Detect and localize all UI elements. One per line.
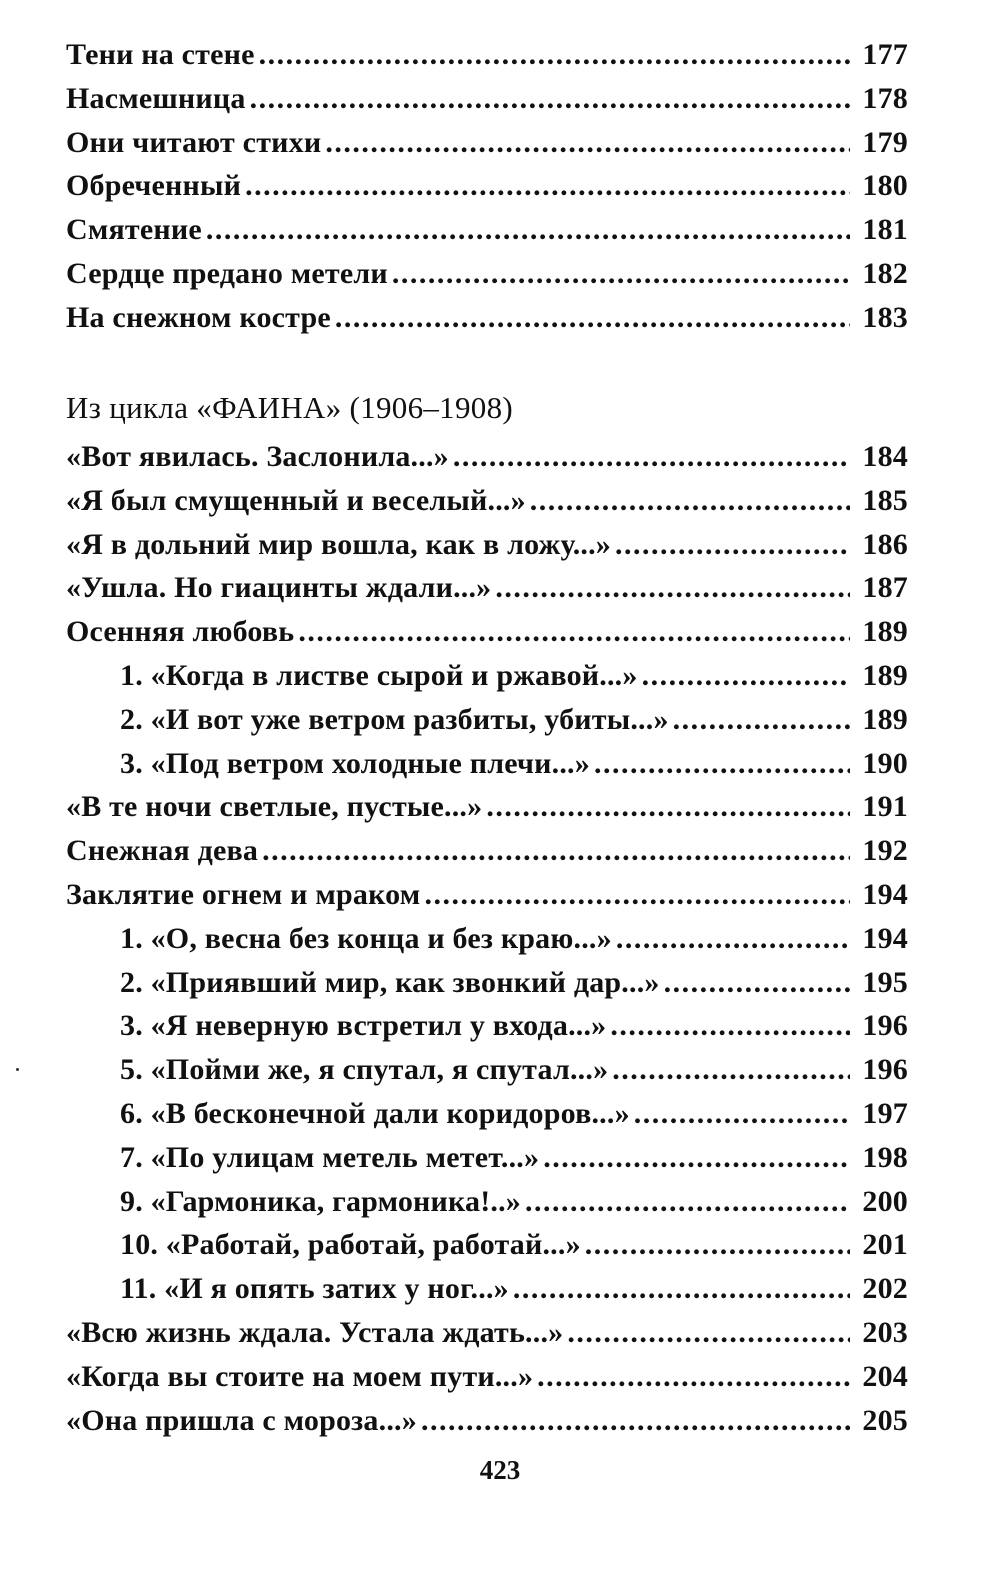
toc-dot-leader [525, 1185, 850, 1219]
toc-entry-title: 7. «По улицам метель метет...» [120, 1140, 540, 1174]
toc-entry-title: «Всю жизнь ждала. Устала ждать...» [66, 1315, 564, 1349]
toc-dot-leader [325, 126, 850, 160]
toc-entry [66, 1185, 908, 1229]
toc-dot-leader [486, 790, 850, 824]
toc-entry [66, 126, 908, 170]
toc-list-faina [66, 440, 908, 1447]
toc-entry-title: 11. «И я опять затих у ног...» [120, 1272, 509, 1306]
toc-entry-page: 198 [862, 1140, 908, 1174]
toc-dot-leader [335, 301, 850, 335]
toc-entry-page: 179 [862, 125, 908, 159]
toc-entry-title: 9. «Гармоника, гармоника!..» [120, 1184, 522, 1218]
toc-entry-title: Осенняя любовь [66, 615, 295, 649]
toc-dot-leader [250, 82, 850, 116]
toc-entry [66, 1053, 908, 1097]
toc-entry [66, 615, 908, 659]
toc-entry-page: 183 [862, 300, 908, 334]
toc-entry-title: На снежном костре [66, 300, 331, 334]
toc-entry-title: «Она пришла с мороза...» [66, 1403, 417, 1437]
toc-entry [66, 571, 908, 615]
toc-entry-page: 187 [862, 571, 908, 605]
toc-entry-page: 181 [862, 213, 908, 247]
toc-dot-leader [495, 571, 850, 605]
toc-dot-leader [392, 257, 850, 291]
toc-dot-leader [453, 440, 850, 474]
toc-dot-leader [616, 922, 850, 956]
toc-entry [66, 1228, 908, 1272]
toc-entry-page: 182 [862, 256, 908, 290]
toc-entry-page: 177 [862, 38, 908, 71]
toc-entry-page: 204 [862, 1359, 908, 1393]
toc-entry-title: Смятение [66, 213, 202, 247]
toc-entry [66, 484, 908, 528]
toc-entry-page: 196 [862, 1009, 908, 1043]
toc-entry [66, 834, 908, 878]
toc-entry-page: 192 [862, 834, 908, 868]
toc-dot-leader [642, 659, 850, 693]
toc-entry-page: 185 [862, 483, 908, 517]
toc-entry-title: 6. «В бесконечной дали коридоров...» [120, 1096, 630, 1130]
toc-entry [66, 1009, 908, 1053]
toc-dot-leader [262, 834, 850, 868]
toc-entry-title: «Я в дольний мир вошла, как в ложу...» [66, 527, 612, 561]
toc-entry [66, 1316, 908, 1360]
toc-dot-leader [537, 1360, 850, 1394]
toc-entry-title: Обреченный [66, 169, 242, 203]
toc-entry-title: 5. «Пойми же, я спутал, я спутал...» [120, 1053, 609, 1087]
toc-entry-title: «В те ночи светлые, пустые...» [66, 790, 483, 824]
toc-entry-page: 186 [862, 527, 908, 561]
toc-dot-leader [612, 1053, 850, 1087]
toc-entry [66, 703, 908, 747]
toc-entry [66, 1272, 908, 1316]
toc-entry [66, 878, 908, 922]
toc-entry [66, 1360, 908, 1404]
toc-entry-title: 3. «Я неверную встретил у входа...» [120, 1009, 607, 1043]
toc-entry-title: 10. «Работай, работай, работай...» [120, 1228, 581, 1262]
toc-entry-page: 189 [862, 702, 908, 736]
toc-dot-leader [610, 1009, 850, 1043]
toc-entry-title: Заклятие огнем и мраком [66, 877, 421, 911]
toc-entry-page: 205 [862, 1403, 908, 1437]
toc-entry [66, 213, 908, 257]
toc-entry-page: 190 [862, 746, 908, 780]
toc-dot-leader [543, 1141, 850, 1175]
toc-entry-title: «Вот явилась. Заслонила...» [66, 440, 449, 473]
toc-entry [66, 528, 908, 572]
toc-dot-leader [673, 703, 850, 737]
toc-dot-leader [245, 169, 850, 203]
toc-entry-page: 184 [862, 440, 908, 473]
toc-entry-page: 202 [862, 1272, 908, 1306]
toc-entry-title: Тени на стене [66, 38, 255, 71]
toc-entry-page: 178 [862, 81, 908, 115]
print-speck [16, 1068, 19, 1071]
toc-entry-title: «Когда вы стоите на моем пути...» [66, 1359, 534, 1393]
toc-entry [66, 1404, 908, 1448]
toc-entry-page: 191 [862, 790, 908, 824]
toc-entry-page: 200 [862, 1184, 908, 1218]
toc-entry-page: 196 [862, 1053, 908, 1087]
toc-entry [66, 301, 908, 345]
toc-entry [66, 440, 908, 484]
toc-entry [66, 1097, 908, 1141]
toc-entry-page: 201 [862, 1228, 908, 1262]
toc-dot-leader [594, 747, 850, 781]
toc-entry [66, 790, 908, 834]
toc-entry-title: Насмешница [66, 81, 246, 115]
toc-entry [66, 659, 908, 703]
toc-entry-page: 189 [862, 658, 908, 692]
section-heading: Из цикла «ФАИНА» (1906–1908) [66, 390, 513, 425]
toc-entry-title: Сердце предано метели [66, 256, 388, 290]
toc-entry [66, 38, 908, 82]
toc-entry-page: 194 [862, 877, 908, 911]
toc-entry [66, 966, 908, 1010]
toc-entry [66, 1141, 908, 1185]
toc-dot-leader [259, 38, 850, 72]
toc-entry-title: «Я был смущенный и веселый...» [66, 483, 526, 517]
toc-dot-leader [530, 484, 850, 518]
toc-dot-leader [634, 1097, 850, 1131]
toc-dot-leader [421, 1404, 850, 1438]
toc-entry [66, 82, 908, 126]
toc-dot-leader [206, 213, 850, 247]
toc-entry-title: 2. «Приявший мир, как звонкий дар...» [120, 965, 660, 999]
toc-entry [66, 169, 908, 213]
toc-entry-page: 189 [862, 615, 908, 649]
toc-entry-title: 1. «О, весна без конца и без краю...» [120, 921, 612, 955]
toc-list-top [66, 38, 908, 345]
toc-entry [66, 257, 908, 301]
toc-entry-page: 195 [862, 965, 908, 999]
toc-entry-page: 197 [862, 1096, 908, 1130]
toc-dot-leader [585, 1228, 850, 1262]
toc-dot-leader [424, 878, 850, 912]
toc-entry-title: Они читают стихи [66, 125, 322, 159]
toc-dot-leader [513, 1272, 850, 1306]
toc-entry [66, 747, 908, 791]
toc-dot-leader [298, 615, 850, 649]
toc-dot-leader [664, 966, 850, 1000]
toc-entry-title: «Ушла. Но гиацинты ждали...» [66, 571, 492, 605]
toc-dot-leader [615, 528, 850, 562]
toc-entry [66, 922, 908, 966]
toc-entry-title: 3. «Под ветром холодные плечи...» [120, 746, 590, 780]
toc-entry-page: 194 [862, 921, 908, 955]
toc-entry-title: Снежная дева [66, 834, 259, 868]
toc-dot-leader [567, 1316, 850, 1350]
toc-entry-page: 180 [862, 169, 908, 203]
toc-entry-page: 203 [862, 1315, 908, 1349]
toc-entry-title: 1. «Когда в листве сырой и ржавой...» [120, 658, 638, 692]
toc-entry-title: 2. «И вот уже ветром разбиты, убиты...» [120, 702, 669, 736]
page-number: 423 [479, 1455, 521, 1485]
